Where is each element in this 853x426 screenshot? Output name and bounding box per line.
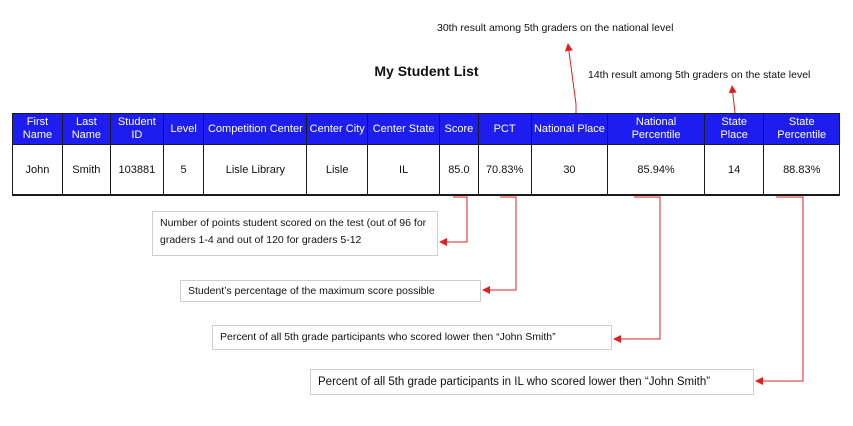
col-header-state-place: State Place [704, 114, 764, 145]
score-callout: Number of points student scored on the test (out of 96 for graders 1-4 and out of 120 for graders 5-12 [152, 211, 438, 256]
state-percentile-arrow [756, 197, 803, 381]
national-percentile-arrow [614, 197, 660, 339]
cell-competition-center: Lisle Library [204, 145, 307, 196]
cell-score: 85.0 [440, 145, 478, 196]
col-header-pct: PCT [478, 114, 531, 145]
cell-state-percentile: 88.83% [764, 145, 840, 196]
pct-callout: Student’s percentage of the maximum score possible [180, 280, 481, 302]
national-percentile-callout: Percent of all 5th grade participants who scored lower then “John Smith” [212, 325, 612, 350]
cell-first-name: John [13, 145, 63, 196]
col-header-national-percentile: National Percentile [608, 114, 705, 145]
cell-student-id: 103881 [110, 145, 163, 196]
state-percentile-callout: Percent of all 5th grade participants in IL who scored lower then “John Smith” [310, 369, 754, 395]
col-header-student-id: Student ID [110, 114, 163, 145]
col-header-state-percentile: State Percentile [764, 114, 840, 145]
cell-pct: 70.83% [478, 145, 531, 196]
cell-center-city: Lisle [307, 145, 368, 196]
col-header-last-name: Last Name [62, 114, 110, 145]
col-header-competition-center: Competition Center [204, 114, 307, 145]
col-header-center-state: Center State [367, 114, 439, 145]
cell-state-place: 14 [704, 145, 764, 196]
page-title: My Student List [374, 63, 479, 79]
pct-arrow [483, 197, 516, 290]
cell-national-percentile: 85.94% [608, 145, 705, 196]
col-header-first-name: First Name [13, 114, 63, 145]
cell-last-name: Smith [62, 145, 110, 196]
score-arrow [440, 197, 467, 242]
cell-center-state: IL [367, 145, 439, 196]
national-place-note: 30th result among 5th graders on the national level [437, 22, 674, 34]
state-place-arrow [732, 86, 735, 113]
cell-national-place: 30 [531, 145, 608, 196]
cell-level: 5 [163, 145, 203, 196]
col-header-center-city: Center City [307, 114, 368, 145]
col-header-level: Level [163, 114, 203, 145]
national-place-arrow [568, 44, 576, 113]
col-header-score: Score [440, 114, 478, 145]
state-place-note: 14th result among 5th graders on the state level [588, 69, 811, 81]
col-header-national-place: National Place [531, 114, 608, 145]
